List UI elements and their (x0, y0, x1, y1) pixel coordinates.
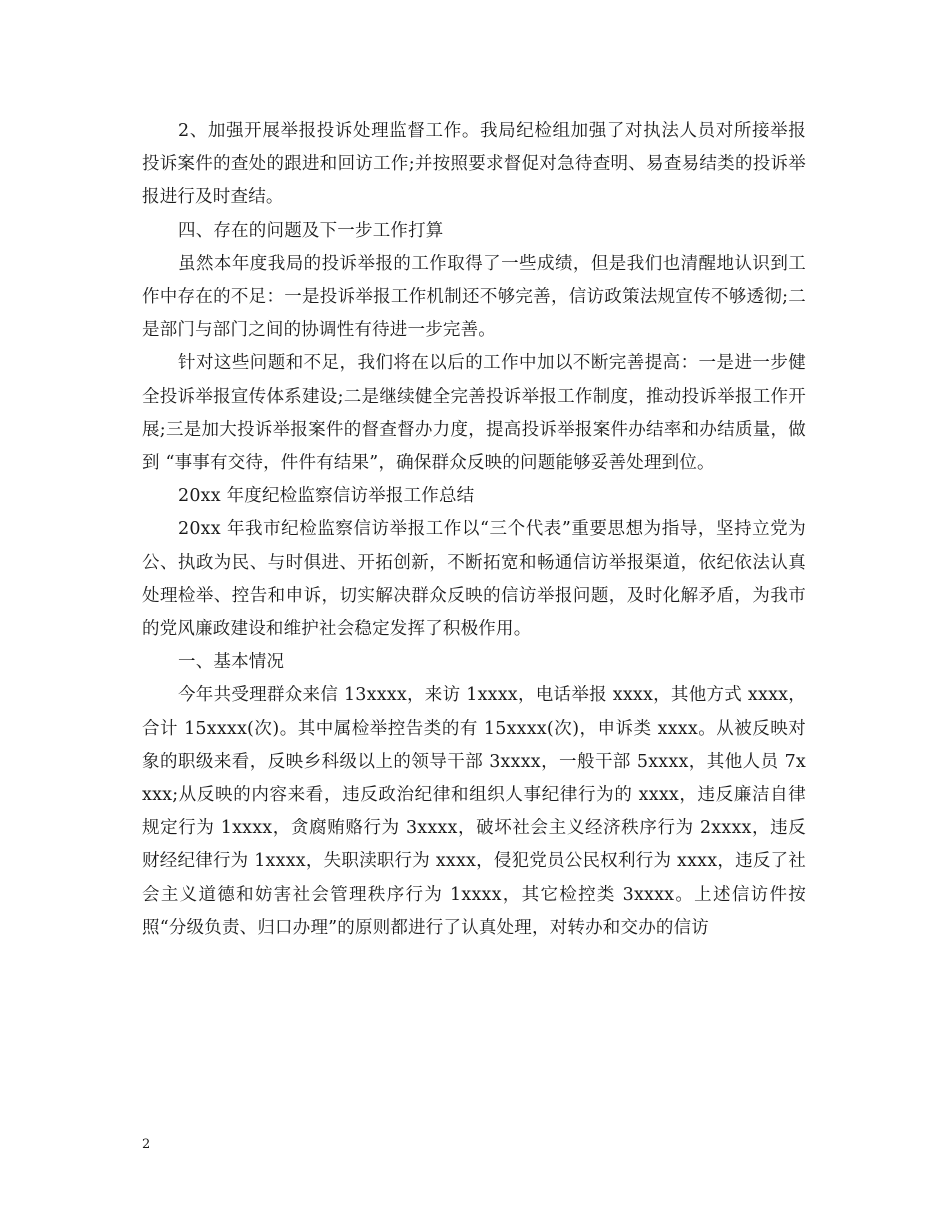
section-heading-basic-situation: 一、基本情况 (178, 652, 285, 673)
document-body (142, 115, 806, 945)
paragraph-statistics: 今年共受理群众来信 13xxxx，来访 1xxxx，电话举报 xxxx，其他方式 xxxx，合计 15xxxx(次)。其中属检举控告类的有 15xxxx(次)，申诉类 xxxx。从被反映对象的职级来看，反映乡科级以上的领导干部 3xxxx，一般干部 5xxxx，其他人员 7xxxx;从反映的内容来看，违反政治纪律和组织人事纪律行为的 xxxx，违反廉洁自律规定行为 1xxxx，贪腐贿赂行为 3xxxx，破坏社会主义经济秩序行为 2xxxx，违反财经纪律行为 1xxxx，失职渎职行为 xxxx，侵犯党员公民权利行为 xxxx，违反了社会主义道德和妨害社会管理秩序行为 1xxxx，其它检控类 3xxxx。上述信访件按照“分级负责、归口办理”的原则都进行了认真处理，对转办和交办的信访 (142, 685, 806, 938)
section-heading-problems-and-plans: 四、存在的问题及下一步工作打算 (178, 220, 444, 241)
paragraph-shortcomings: 虽然本年度我局的投诉举报的工作取得了一些成绩，但是我们也清醒地认识到工作中存在的不足：一是投诉举报工作机制还不够完善，信访政策法规宣传不够透彻;二是部门与部门之间的协调性有待进一步完善。 (142, 253, 806, 341)
page-number: 2 (142, 1137, 151, 1152)
document-title-annual-summary: 20xx 年度纪检监察信访举报工作总结 (178, 486, 475, 507)
paragraph-summary-intro: 20xx 年我市纪检监察信访举报工作以“三个代表”重要思想为指导，坚持立党为公、执政为民、与时俱进、开拓创新，不断拓宽和畅通信访举报渠道，依纪依法认真处理检举、控告和申诉，切实解决群众反映的信访举报问题，及时化解矛盾，为我市的党风廉政建设和维护社会稳定发挥了积极作用。 (142, 519, 806, 640)
paragraph-supervision-work: 2、加强开展举报投诉处理监督工作。我局纪检组加强了对执法人员对所接举报投诉案件的查处的跟进和回访工作;并按照要求督促对急待查明、易查易结类的投诉举报进行及时查结。 (142, 121, 806, 208)
paragraph-improvement-measures: 针对这些问题和不足，我们将在以后的工作中加以不断完善提高：一是进一步健全投诉举报宣传体系建设;二是继续健全完善投诉举报工作制度，推动投诉举报工作开展;三是加大投诉举报案件的督查督办力度，提高投诉举报案件办结率和办结质量，做到 “事事有交待，件件有结果”，确保群众反映的问题能够妥善处理到位。 (142, 353, 806, 474)
